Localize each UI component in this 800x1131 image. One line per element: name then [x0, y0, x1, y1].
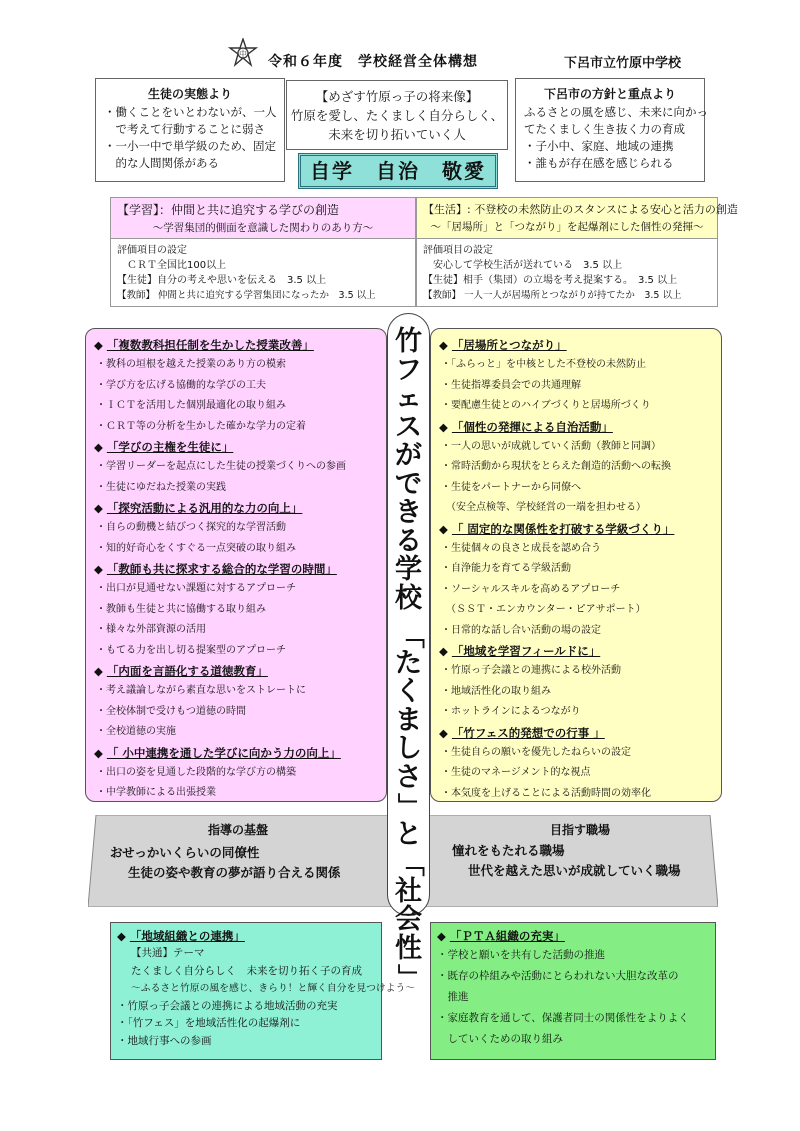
banner-character: 校	[395, 582, 422, 614]
list-item: ・出口の姿を見通した段階的な学び方の構築	[96, 766, 296, 778]
learning-goal-subtitle: ～学習集団的側面を意識した関わりのあり方～	[152, 222, 374, 234]
list-item: ・もてる力を出し切る提案型のアプローチ	[96, 644, 286, 656]
learning-goal-box	[110, 197, 416, 239]
section-heading-text: 「内面を言語化する道徳教育」	[106, 664, 268, 678]
banner-character: 会	[395, 904, 422, 935]
section-heading: ◆ 「 小中連携を通した学びに向かう力の向上」	[94, 745, 341, 760]
evaluation-line: 評価項目の設定	[423, 245, 493, 256]
vision-line: 竹原を愛し、たくましく自分らしく、	[290, 108, 504, 123]
list-item: ・知的好奇心をくすぐる一点突破の取り組み	[96, 542, 296, 554]
section-heading-text: 「 固定的な関係性を打破する学級づくり」	[451, 521, 675, 536]
learning-evaluation-box	[110, 239, 416, 307]
foundation-left-line: 生徒の姿や教育の夢が語り合える関係	[128, 865, 341, 880]
section-heading: ◆ 「複数教科担任制を生かした授業改善」	[94, 338, 314, 352]
evaluation-line: 安心して学校生活が送れている 3.5 以上	[423, 260, 623, 271]
banner-character: 竹	[395, 326, 422, 357]
list-item: ・中学教師による出張授業	[96, 787, 216, 798]
list-item: （ＳＳＴ・エンカウンター・ピアサポート）	[441, 604, 646, 615]
section-heading: ◆ 「地域を学習フィールドに」	[439, 644, 601, 658]
section-heading-text: 「竹フェス的発想での行事 」	[451, 725, 605, 740]
list-item: ・地域行事への参画	[117, 1034, 212, 1047]
section-heading: ◆ 「居場所とつながり」	[439, 338, 567, 352]
list-item: ・学び方を広げる協働的な学びの工夫	[96, 379, 266, 391]
list-item: ・教師も生徒と共に協働する取り組み	[96, 603, 266, 615]
list-item: ・ＩＣＴを活用した個別最適化の取り組み	[96, 400, 286, 411]
list-item: ・全校道徳の実施	[96, 726, 176, 737]
list-item: ・既存の枠組みや活動にとらわれない大胆な改革の	[437, 970, 679, 982]
community-cooperation-box	[110, 922, 416, 1060]
city-policy-line: ふるさとの風を感じ、未来に向かっ	[524, 105, 708, 119]
foundation-right-line: 憧れをもたれる職場	[452, 843, 565, 858]
section-heading-text: 「学びの主権を生徒に」	[106, 440, 234, 454]
banner-character: 学	[395, 554, 422, 585]
list-item: ・自らの動機と結びつく探究的な学習活動	[96, 522, 286, 533]
list-item: ・生徒にゆだねた授業の実践	[96, 481, 226, 493]
list-item: ・自浄能力を育てる学級活動	[441, 563, 571, 574]
banner-character: 」	[393, 792, 425, 820]
evaluation-line: 【教師】 仲間と共に追究する学習集団になったか 3.5 以上	[117, 290, 376, 301]
page-title: 令和６年度 学校経営全体構想	[268, 54, 478, 70]
list-item: ・本気度を上げることによる活動時間の効率化	[441, 787, 651, 799]
section-heading: ◆ 「竹フェス的発想での行事 」	[439, 725, 605, 740]
list-item: ・一人の思いが成就していく活動（教師と同調）	[441, 440, 661, 452]
evaluation-line: 【生徒】相手（集団）の立場を考え提案する。 3.5 以上	[423, 275, 678, 286]
learning-strategy-panel	[85, 328, 387, 802]
section-heading-text: 「居場所とつながり」	[451, 338, 567, 352]
learning-goal-title: 【学習】：仲間と共に追究する学びの創造	[117, 203, 340, 217]
evaluation-line: 【生徒】自分の考えや思いを伝える 3.5 以上	[117, 275, 327, 286]
list-item: ・家庭教育を通して、保護者同士の関係性をよりよく	[437, 1012, 689, 1024]
banner-character: 」	[393, 963, 425, 991]
list-item: ・考え議論しながら素直な思いをストレートに	[96, 685, 306, 696]
list-item: ・生徒のマネージメント的な視点	[441, 767, 591, 778]
school-name: 下呂市立竹原中学校	[564, 56, 682, 71]
list-item: ・竹原っ子会議との連携による校外活動	[441, 665, 621, 676]
city-policy-title: 下呂市の方針と重点より	[543, 87, 676, 101]
list-item: ・日常的な話し合い活動の場の設定	[441, 624, 601, 636]
student-status-title: 生徒の実態より	[147, 87, 232, 101]
list-item: ・常時活動から現状をとらえた創造的活動への転換	[441, 461, 671, 472]
foundation-right-title: 目指す職場	[550, 823, 611, 837]
list-item: たくましく自分らしく 未来を切り拓く子の育成	[131, 964, 362, 977]
school-emblem-icon	[228, 38, 258, 68]
banner-character: ス	[395, 411, 422, 443]
list-item: ・「ふらっと」を中核とした不登校の未然防止	[441, 359, 646, 370]
list-item: ・竹原っ子会議との連携による地域活動の充実	[117, 999, 338, 1012]
banner-character: さ	[395, 761, 422, 793]
vision-heading: 【めざす竹原っ子の将来像】	[315, 89, 479, 104]
banner-character: ェ	[395, 383, 422, 414]
student-status-line: ・働くことをいとわないが、一人	[104, 105, 277, 119]
banner-character: る	[395, 525, 422, 557]
foundation-left-line: おせっかいくらいの同僚性	[110, 845, 260, 860]
list-item: ・学習リーダーを起点にした生徒の授業づくりへの参画	[96, 461, 346, 472]
list-item: ・教科の垣根を越えた授業のあり方の模索	[96, 359, 286, 370]
banner-character: し	[395, 733, 422, 764]
list-item: ・ＣＲＴ等の分析を生かした確かな学力の定着	[96, 420, 306, 432]
list-item: ・生徒個々の良さと成長を認め合う	[441, 542, 601, 554]
list-item: （安全点検等、学校経営の一端を担わせる）	[441, 502, 646, 513]
list-item: ・「竹フェス」を地域活性化の起爆剤に	[117, 1017, 301, 1029]
life-strategy-panel	[430, 328, 722, 802]
evaluation-line: 評価項目の設定	[117, 245, 187, 256]
banner-character: と	[395, 818, 422, 850]
section-heading-text: 「探究活動による汎用的な力の向上」	[106, 501, 303, 515]
section-heading-text: 「地域を学習フィールドに」	[451, 644, 601, 658]
life-goal-subtitle: ～「居場所」と「つながり」を起爆剤にした個性の発揮～	[430, 221, 704, 233]
list-item: ・出口が見通せない課題に対するアプローチ	[96, 583, 296, 594]
list-item: していくための取り組み	[437, 1033, 563, 1045]
section-heading-text: 「個性の発揮による自治活動」	[451, 419, 613, 434]
student-status-line: ・一小一中で単学級のため、固定	[104, 139, 277, 153]
banner-character: が	[395, 440, 422, 471]
foundation-right-line: 世代を越えた思いが成就していく職場	[468, 863, 681, 878]
banner-character: 「	[393, 621, 425, 649]
vision-line: 未来を切り拓いていく人	[328, 127, 466, 142]
school-motto: 自学 自治 敬愛	[298, 153, 498, 189]
list-item: ・ソーシャルスキルを高めるアプローチ	[441, 583, 621, 595]
banner-character: た	[395, 647, 422, 679]
section-heading-text: 「 小中連携を通した学びに向かう力の向上」	[106, 745, 341, 760]
city-policy-line: ・子小中、家庭、地域の連携	[524, 139, 674, 153]
student-status-box	[95, 78, 285, 182]
section-heading: ◆ 「探究活動による汎用的な力の向上」	[94, 501, 303, 515]
section-heading-text: 「教師も共に探求する総合的な学習の時間」	[106, 562, 337, 576]
section-heading-text: 「複数教科担任制を生かした授業改善」	[106, 338, 314, 352]
list-item: ・学校と願いを共有した活動の推進	[437, 949, 605, 961]
list-item: ・要配慮生徒とのハイブづくりと居場所づくり	[441, 400, 651, 411]
list-item: 推進	[437, 991, 469, 1003]
list-item: ・地域活性化の取り組み	[441, 685, 551, 697]
list-item: ・様々な外部資源の活用	[96, 624, 206, 635]
foundation-left-title: 指導の基盤	[208, 823, 269, 837]
evaluation-line: 【教師】 一人一人が居場所とつながりが持てたか 3.5 以上	[423, 290, 682, 301]
section-heading: ◆ 「内面を言語化する道徳教育」	[94, 664, 268, 678]
banner-character: 性	[395, 932, 422, 964]
evaluation-line: ＣＲＴ全国比100以上	[117, 260, 227, 271]
section-heading: ◆ 「個性の発揮による自治活動」	[439, 419, 613, 434]
section-heading: ◆ 「 固定的な関係性を打破する学級づくり」	[439, 521, 675, 536]
section-heading: ◆ 「ＰＴＡ組織の充実」	[437, 929, 565, 943]
life-evaluation-box	[416, 239, 718, 307]
list-item: ・生徒をパートナーから同僚へ	[441, 481, 581, 493]
banner-character: フ	[395, 354, 422, 386]
section-heading: ◆ 「教師も共に探求する総合的な学習の時間」	[94, 562, 337, 576]
section-heading-text: 「ＰＴＡ組織の充実」	[449, 929, 565, 943]
banner-character: ま	[395, 704, 422, 736]
section-heading: ◆ 「学びの主権を生徒に」	[94, 440, 234, 454]
list-item: ～ふるさと竹原の風を感じ、きらり！と輝く自分を見つけよう～	[131, 983, 416, 994]
svg-text:中: 中	[239, 49, 247, 59]
section-heading: ◆ 「地域組織との連携」	[117, 929, 245, 943]
banner-character: く	[395, 676, 422, 707]
school-vision-banner	[387, 313, 430, 991]
pta-organization-box	[430, 922, 716, 1060]
city-policy-line: てたくましく生き抜く力の育成	[524, 122, 685, 136]
school-vision-banner-text	[388, 328, 429, 992]
list-item: ・ホットラインによるつながり	[441, 706, 581, 717]
vision-box	[286, 80, 508, 150]
banner-character: で	[395, 468, 422, 500]
student-status-line: 的な人間関係がある	[104, 156, 219, 170]
list-item: 【共通】テーマ	[131, 947, 205, 959]
city-policy-line: ・誰もが存在感を感じられる	[524, 156, 674, 170]
list-item: ・全校体制で受けもつ道徳の時間	[96, 705, 246, 717]
student-status-line: で考えて行動することに弱さ	[104, 122, 265, 136]
life-goal-title: 【生活】: 不登校の未然防止のスタンスによる安心と活力の創造	[423, 203, 738, 216]
section-heading-text: 「地域組織との連携」	[129, 929, 245, 943]
banner-character: 社	[395, 875, 422, 907]
city-policy-box	[515, 78, 708, 182]
list-item: ・生徒指導委員会での共通理解	[441, 379, 581, 391]
list-item: ・生徒自らの願いを優先したねらいの設定	[441, 746, 631, 758]
banner-character: 「	[393, 849, 425, 877]
banner-character: き	[395, 497, 422, 528]
life-goal-box	[416, 197, 738, 239]
